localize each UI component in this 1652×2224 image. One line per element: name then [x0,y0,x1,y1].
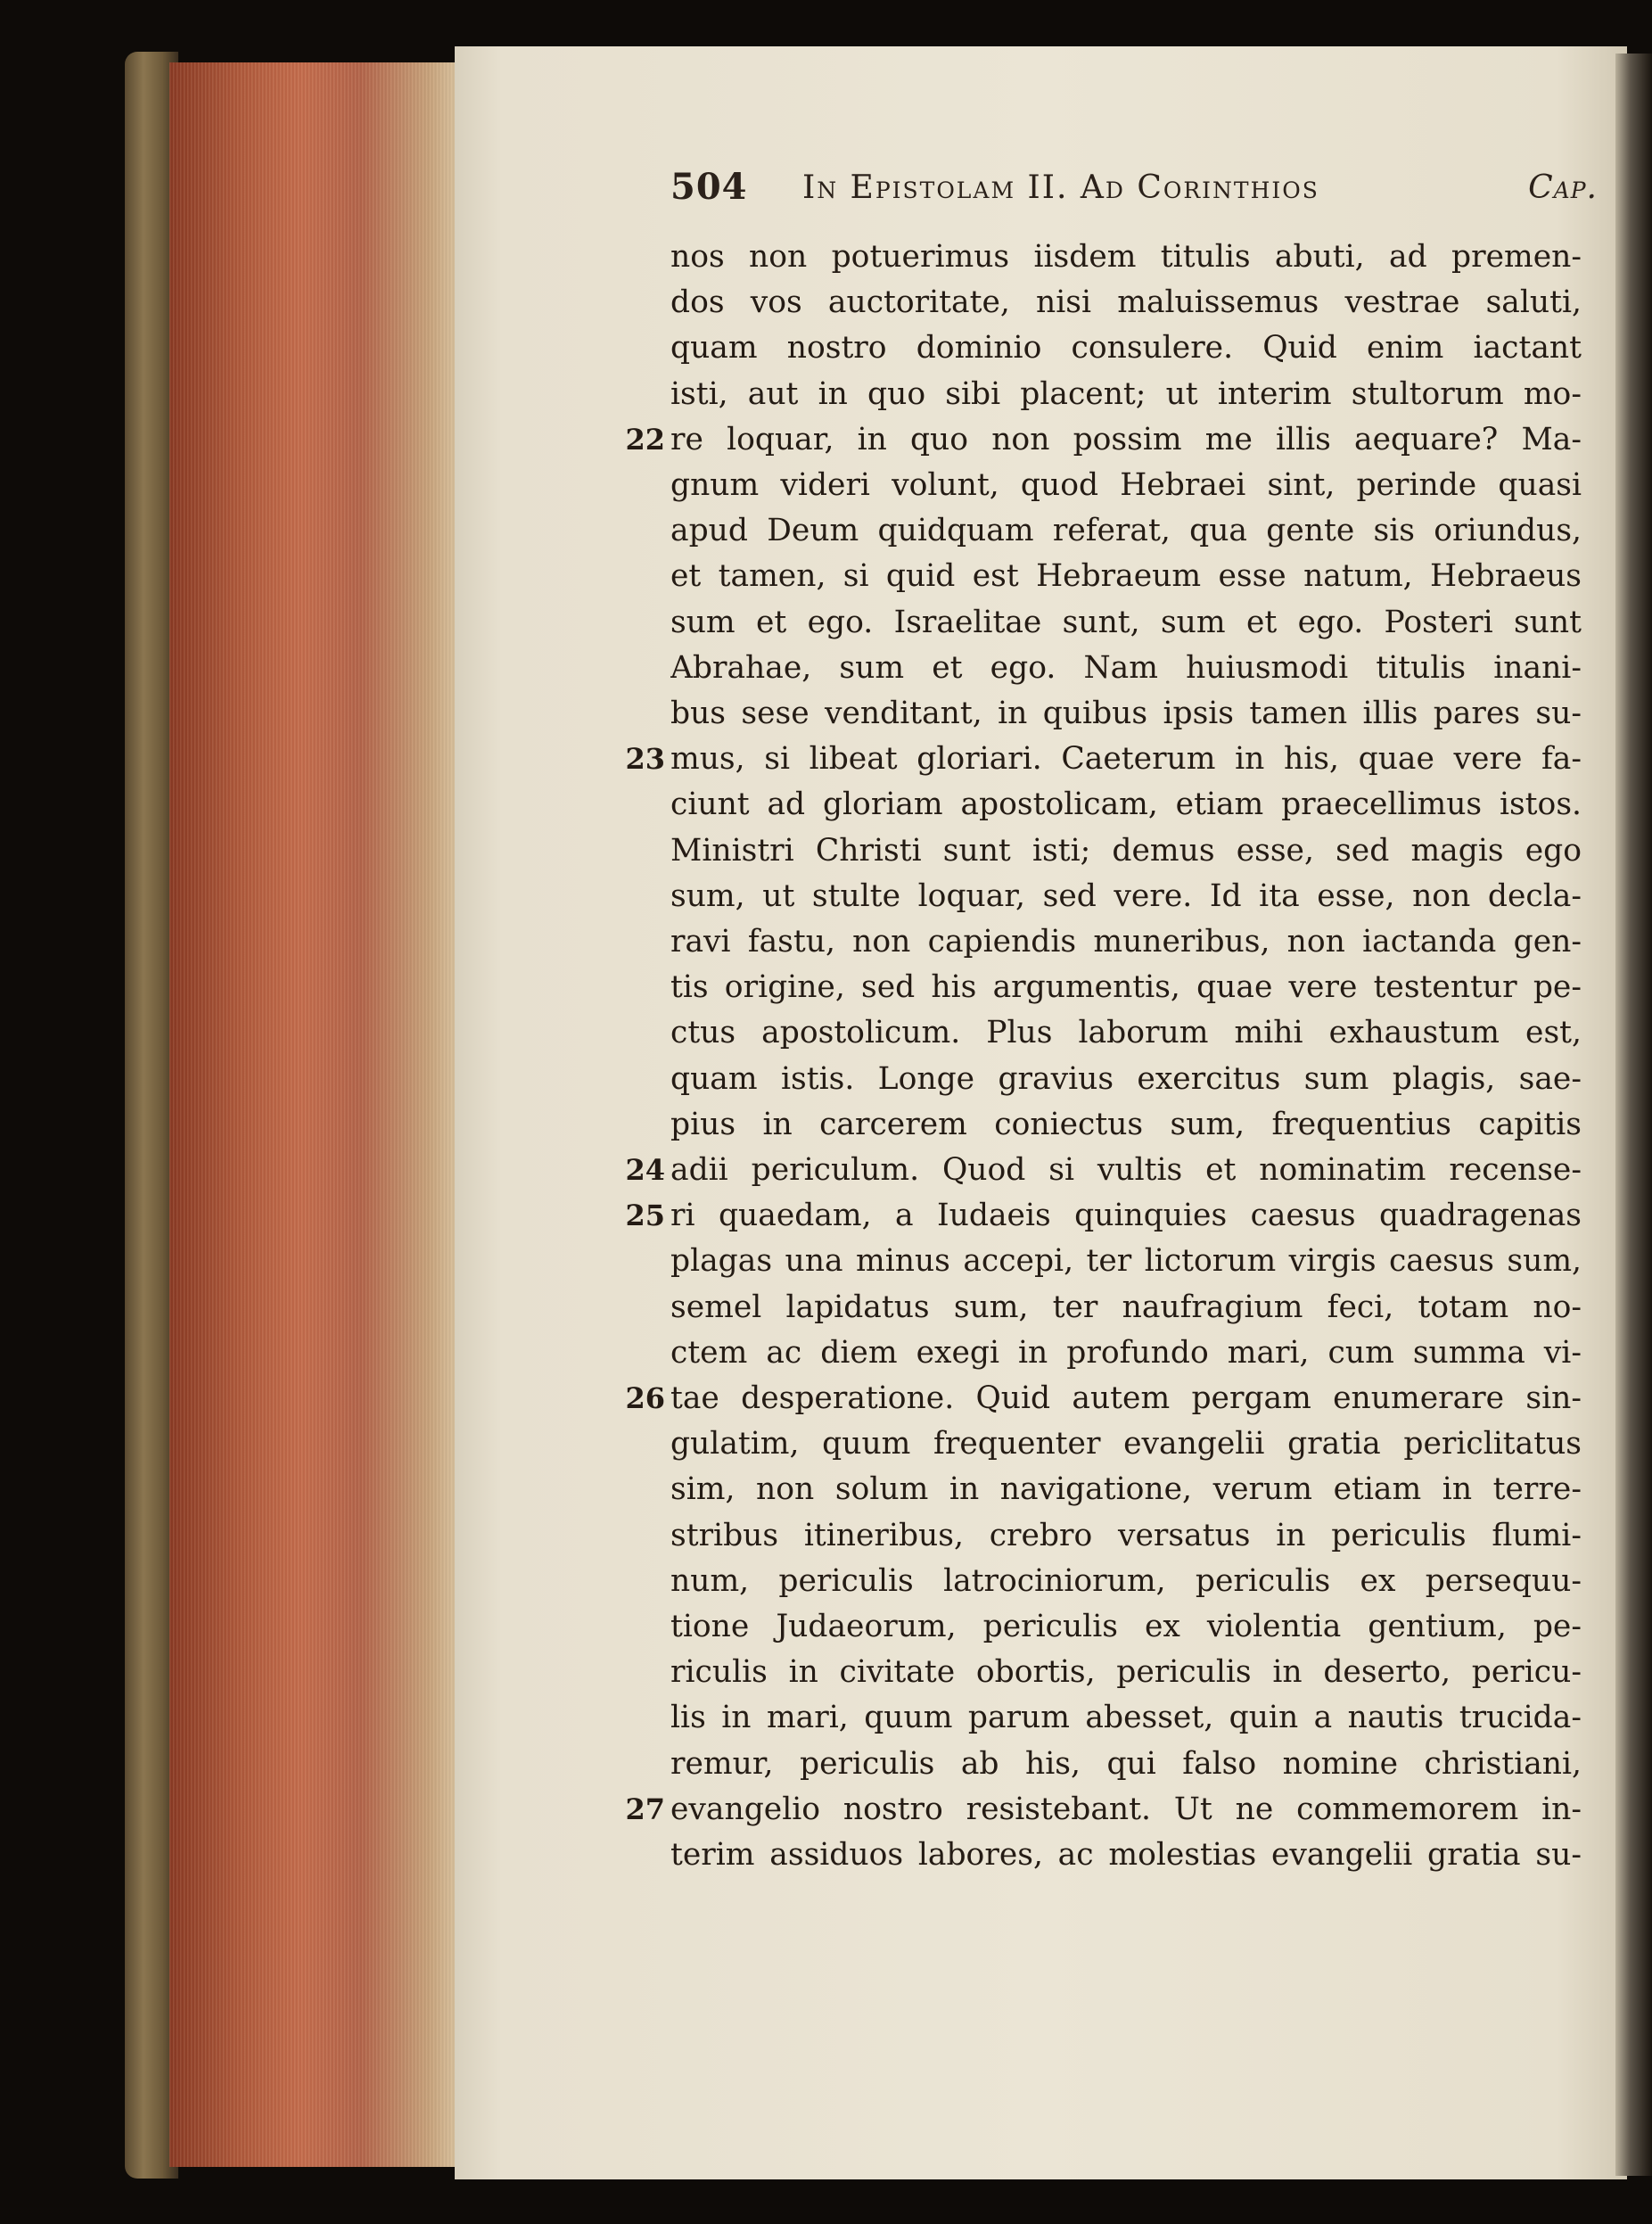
text-line: adii periculum. Quod si vultis et nominatim recense- [670,1152,1582,1188]
text-line: ravi fastu, non capiendis muneribus, non iactanda gen- [670,924,1582,960]
running-head: In Epistolam II. Ad Corinthios [802,169,1319,206]
text-line: nos non potuerimus iisdem titulis abuti, ad premen- [670,239,1582,275]
text-line: ctus apostolicum. Plus laborum mihi exhaustum est, [670,1015,1582,1050]
text-line: stribus itineribus, crebro versatus in periculis flumi- [670,1518,1582,1553]
text-line: sim, non solum in navigatione, verum etiam in terre- [670,1471,1582,1507]
text-line: Abrahae, sum et ego. Nam huiusmodi titulis inani- [670,650,1582,686]
text-line: apud Deum quidquam referat, qua gente sis oriundus, [670,513,1582,548]
text-line: plagas una minus accepi, ter lictorum virgis caesus sum, [670,1243,1582,1279]
text-line: dos vos auctoritate, nisi maluissemus vestrae saluti, [670,284,1582,320]
verse-number: 22 [625,423,665,457]
page-number: 504 [670,166,748,208]
text-line: Ministri Christi sunt isti; demus esse, sed magis ego [670,833,1582,869]
text-line: et tamen, si quid est Hebraeum esse natum, Hebraeus [670,558,1582,594]
text-line: isti, aut in quo sibi placent; ut interim stultorum mo- [670,376,1582,412]
text-line: remur, periculis ab his, qui falso nomine christiani, [670,1746,1582,1782]
text-line: sum et ego. Israelitae sunt, sum et ego. Posteri sunt [670,605,1582,640]
text-line: riculis in civitate obortis, periculis in deserto, pericu- [670,1654,1582,1690]
text-line: re loquar, in quo non possim me illis aequare? Ma- [670,422,1582,457]
verse-number: 25 [625,1198,665,1232]
gutter-shadow [1615,54,1652,2176]
text-line: ciunt ad gloriam apostolicam, etiam praecellimus istos. [670,787,1582,822]
text-line: gnum videri volunt, quod Hebraei sint, perinde quasi [670,467,1582,503]
text-line: lis in mari, quum parum abesset, quin a nautis trucida- [670,1700,1582,1735]
chapter-abbreviation: Cap. [1528,169,1598,206]
text-line: evangelio nostro resistebant. Ut ne commemorem in- [670,1792,1582,1827]
verse-number: 26 [625,1381,665,1415]
text-line: ri quaedam, a Iudaeis quinquies caesus quadragenas [670,1198,1582,1233]
page-stack-fore-edge [169,62,464,2167]
text-line: tae desperatione. Quid autem pergam enumerare sin- [670,1380,1582,1416]
text-line: quam nostro dominio consulere. Quid enim iactant [670,330,1582,366]
text-line: terim assiduos labores, ac molestias evangelii gratia su- [670,1837,1582,1873]
text-line: quam istis. Longe gravius exercitus sum plagis, sae- [670,1061,1582,1097]
text-line: mus, si libeat gloriari. Caeterum in his, quae vere fa- [670,741,1582,777]
text-line: ctem ac diem exegi in profundo mari, cum summa vi- [670,1335,1582,1371]
text-line: semel lapidatus sum, ter naufragium feci, totam no- [670,1289,1582,1325]
text-line: sum, ut stulte loquar, sed vere. Id ita esse, non decla- [670,878,1582,914]
verse-number: 23 [625,742,665,776]
verse-number: 24 [625,1153,665,1187]
text-line: pius in carcerem coniectus sum, frequentius capitis [670,1107,1582,1142]
text-line: gulatim, quum frequenter evangelii gratia periclitatus [670,1426,1582,1462]
text-line: tis origine, sed his argumentis, quae vere testentur pe- [670,969,1582,1005]
verse-number: 27 [625,1792,665,1826]
text-line: num, periculis latrociniorum, periculis ex persequu- [670,1563,1582,1599]
text-line: tione Judaeorum, periculis ex violentia gentium, pe- [670,1609,1582,1644]
text-line: bus sese venditant, in quibus ipsis tamen illis pares su- [670,696,1582,731]
page-header [670,166,1598,219]
